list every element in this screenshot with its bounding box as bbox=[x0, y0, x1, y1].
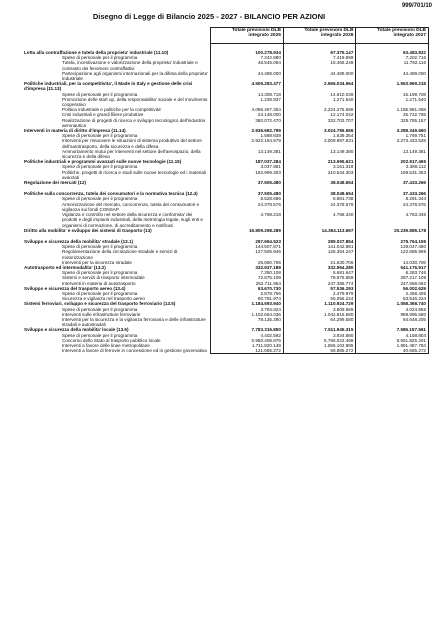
value-2026: 67.375.147 bbox=[283, 50, 356, 55]
action-row bbox=[22, 317, 429, 327]
value-2027: 287.217.109 bbox=[356, 275, 429, 280]
value-2026: 213.695.621 bbox=[283, 159, 356, 164]
value-2027: 5.651.825.201 bbox=[356, 338, 429, 343]
value-2025: 3.794.824 bbox=[211, 307, 284, 312]
value-2027: 64.648.205 bbox=[356, 317, 429, 327]
value-2027: 7.586.157.561 bbox=[356, 327, 429, 332]
value-2026: 2.224.275.588 bbox=[283, 107, 356, 112]
value-2025: 7.350.108 bbox=[211, 270, 284, 275]
row-label: Realizzazione di progetti di ricerca e sviluppo tecnologico dell'industria aeronautica bbox=[62, 117, 206, 128]
value-2025: 4.086.467.354 bbox=[211, 107, 284, 112]
value-2027: 44.489.000 bbox=[356, 71, 429, 81]
page-code: 999/701/10 bbox=[401, 3, 432, 9]
value-2026: 21.630.706 bbox=[283, 260, 356, 265]
value-2027: 37.433.266 bbox=[356, 180, 429, 185]
value-2027: 4.158.804 bbox=[356, 333, 429, 338]
row-label: Sviluppo e sicurezza del trasporto aereo (13.4) bbox=[24, 285, 126, 291]
value-2026: 13.149.380 bbox=[283, 149, 356, 159]
row-label: Vigilanza e controllo nel settore della sicurezza e conformita' dei prodotti e degli impianti industriali, della metrologia legale, sugli enti e organismi di normazione, di accreditamento e notificati bbox=[62, 212, 203, 228]
row-label: Promozione delle start up, della responsabilita' sociale e del movimento cooperativo bbox=[62, 96, 208, 108]
action-row bbox=[22, 212, 429, 228]
value-2026: 332.703.707 bbox=[283, 118, 356, 128]
value-2025: 1.184.593.940 bbox=[211, 301, 284, 306]
value-2025: 8.528.686 bbox=[211, 196, 284, 201]
row-label: Interventi sulle infrastrutture ferroviarie bbox=[62, 311, 141, 317]
value-2026: 38.048.654 bbox=[283, 191, 356, 196]
value-2025: 23.148.000 bbox=[211, 112, 284, 117]
value-2026: 24.378.576 bbox=[283, 202, 356, 212]
value-2026: 1.655.102.895 bbox=[283, 343, 356, 348]
value-2027: 122.685.969 bbox=[356, 249, 429, 259]
table-body bbox=[22, 44, 429, 354]
value-2026: 5.796.022.498 bbox=[283, 338, 356, 343]
value-2027: 275.764.155 bbox=[356, 239, 429, 244]
row-label: Lotta alla contraffazione e tutela della proprieta' industriale (11.10) bbox=[24, 50, 169, 55]
column-header-2026: Totale previsioni DLB integrato 2026 bbox=[283, 28, 356, 44]
value-2026: 1.639.354 bbox=[283, 133, 356, 138]
value-2025: 1.588.839 bbox=[211, 133, 284, 138]
action-row bbox=[22, 118, 429, 128]
value-2025: 78.135.280 bbox=[211, 317, 284, 327]
row-label: Diritto alla mobilita' e sviluppo dei sistemi di trasporto (13) bbox=[24, 227, 152, 233]
row-label: Politica industriale e politiche per la competitivita' bbox=[62, 107, 162, 113]
row-label: Sistemi e servizi di trasporto intermodale bbox=[62, 275, 145, 281]
row-label: Spese di personale per il programma bbox=[62, 290, 138, 296]
value-2026: 210.534.303 bbox=[283, 170, 356, 180]
row-label: Spese di personale per il programma bbox=[62, 332, 138, 338]
value-2027: 325.785.157 bbox=[356, 118, 429, 128]
value-2027: 1.553.969.218 bbox=[356, 81, 429, 91]
value-2026: 289.027.854 bbox=[283, 239, 356, 244]
row-label: Politiche sulla concorrenza, tutela dei consumatori e la normativa tecnica (12.4) bbox=[24, 191, 198, 197]
value-2025: 44.489.000 bbox=[211, 71, 284, 81]
row-label: Sviluppo e sicurezza della mobilita' stradale (13.1) bbox=[24, 238, 134, 244]
value-2026: 247.385.774 bbox=[283, 281, 356, 286]
value-2025: 144.507.871 bbox=[211, 244, 284, 249]
value-2025: 25.680.706 bbox=[211, 260, 284, 265]
row-label: Interventi in materia di autotrasporto bbox=[62, 280, 136, 286]
value-2025: 1.711.820.148 bbox=[211, 343, 284, 348]
row-label: Interventi per la sicurezza stradale bbox=[62, 259, 132, 265]
value-2026: 2.565.034.964 bbox=[283, 81, 356, 91]
value-2025: 3.037.981 bbox=[211, 164, 284, 169]
value-2026: 38.048.654 bbox=[283, 180, 356, 185]
value-2025: 7.242.880 bbox=[211, 55, 284, 60]
value-2026: 78.875.859 bbox=[283, 275, 356, 280]
row-label: Sviluppo e sicurezza della mobilita' locale (13.6) bbox=[24, 327, 129, 333]
row-label: Interventi a favore di ferrovie in concessione ed in gestione governativa bbox=[62, 348, 207, 354]
column-header-2025: Totale previsioni DLB integrato 2025 bbox=[211, 28, 284, 44]
value-2026: 126.354.247 bbox=[283, 249, 356, 259]
value-2025: 60.791.974 bbox=[211, 296, 284, 301]
row-label: Politiche, progetti di ricerca e studi sulle nuove tecnologie ed i materiali avanzati bbox=[62, 169, 207, 180]
row-label: Spese di personale per il programma bbox=[62, 306, 138, 312]
value-2027: 20.239.885.178 bbox=[356, 228, 429, 233]
value-2026: 14.354.113.697 bbox=[283, 228, 356, 233]
value-2027: 14.030.706 bbox=[356, 260, 429, 265]
budget-table bbox=[22, 27, 429, 354]
row-label: Sistemi ferroviari, sviluppo e sicurezza del trasporto ferroviario (13.5) bbox=[24, 301, 176, 307]
value-2025: 127.505.946 bbox=[211, 249, 284, 259]
value-2025: 48.545.054 bbox=[211, 60, 284, 70]
value-2025: 380.072.470 bbox=[211, 118, 284, 128]
value-2025: 297.694.523 bbox=[211, 239, 284, 244]
document-title: Disegno di Legge di Bilancio 2025 - 2027 - BILANCIO PER AZIONI bbox=[92, 12, 326, 21]
row-label: Politiche industriali e programmi avanzati sulle nuove tecnologie (11.15) bbox=[24, 159, 182, 165]
value-2027: 139.047.480 bbox=[356, 244, 429, 249]
value-2025: 4.402.592 bbox=[211, 333, 284, 338]
column-header-2027: Totale previsioni DLB integrato 2027 bbox=[356, 28, 429, 44]
value-2025: 1.102.664.036 bbox=[211, 312, 284, 317]
value-2027: 202.917.465 bbox=[356, 159, 429, 164]
value-2025: 13.149.381 bbox=[211, 149, 284, 159]
value-2027: 3.386.112 bbox=[356, 164, 429, 169]
row-label: Interventi a favore delle linee metropolitane bbox=[62, 342, 150, 348]
row-label: Spese di personale per il programma bbox=[62, 91, 138, 97]
value-2025: 121.685.272 bbox=[211, 348, 284, 354]
value-2025: 2.936.682.799 bbox=[211, 128, 284, 133]
value-2027: 1.769.751 bbox=[356, 133, 429, 138]
value-2026: 57.536.293 bbox=[283, 286, 356, 291]
value-2025: 100.278.934 bbox=[211, 50, 284, 55]
value-2027: 1.891.487.784 bbox=[356, 343, 429, 348]
row-label: Tutela, incentivazione e valorizzazione della proprieta' industriale e contrasto dei fenomeni contraffattivi bbox=[62, 60, 198, 71]
value-2027: 199.531.353 bbox=[356, 170, 429, 180]
value-2026: 1.042.815.580 bbox=[283, 312, 356, 317]
value-2026: 141.042.981 bbox=[283, 244, 356, 249]
row-label: Sicurezza e vigilanza nel trasporto aereo bbox=[62, 296, 145, 302]
action-row bbox=[22, 138, 429, 148]
row-label: Spese di personale per il programma bbox=[62, 55, 138, 61]
value-2027: 53.546.224 bbox=[356, 296, 429, 301]
value-2025: 72.875.109 bbox=[211, 275, 284, 280]
row-label: Spese di personale per il programma bbox=[62, 244, 138, 250]
action-row bbox=[22, 348, 429, 354]
value-2027: 40.685.272 bbox=[356, 348, 429, 354]
value-2025: 37.505.480 bbox=[211, 191, 284, 196]
value-2026: 7.511.945.315 bbox=[283, 327, 356, 332]
value-2027: 56.002.629 bbox=[356, 286, 429, 291]
row-label: Spese di personale per il programma bbox=[62, 133, 138, 139]
header-blank-cell bbox=[22, 28, 211, 44]
value-2027: 3.273.433.528 bbox=[356, 138, 429, 148]
value-2026: 12.174.042 bbox=[283, 112, 356, 117]
row-label: Interventi per la sicurezza e la vigilanza ferroviaria e delle infrastrutture stradali e autostradali bbox=[62, 316, 206, 328]
value-2027: 37.433.266 bbox=[356, 191, 429, 196]
value-2025: 24.378.576 bbox=[211, 202, 284, 212]
value-2025: 4.798.218 bbox=[211, 212, 284, 228]
value-2026: 55.056.224 bbox=[283, 296, 356, 301]
value-2026: 14.610.039 bbox=[283, 92, 356, 97]
value-2025: 1.238.937 bbox=[211, 97, 284, 107]
value-2027: 24.378.576 bbox=[356, 202, 429, 212]
value-2027: 989.895.580 bbox=[356, 312, 429, 317]
value-2025: 7.783.316.850 bbox=[211, 327, 284, 332]
value-2025: 332.937.189 bbox=[211, 265, 284, 270]
value-2025: 5.950.408.876 bbox=[211, 338, 284, 343]
program-total-row bbox=[22, 81, 429, 91]
row-label: Politiche industriali, per la competitivita', il Made in Italy e gestione delle crisi d'impresa (11.13) bbox=[24, 81, 193, 92]
row-label: Autotrasporto ed intermodalita' (13.2) bbox=[24, 264, 106, 270]
row-label: Interventi in materia di diritto d'impresa (11.14) bbox=[24, 128, 126, 134]
value-2025: 187.037.284 bbox=[211, 159, 284, 164]
value-2026: 3.161.318 bbox=[283, 164, 356, 169]
value-2026: 8.881.738 bbox=[283, 196, 356, 201]
value-2026: 56.885.272 bbox=[283, 348, 356, 354]
action-row bbox=[22, 170, 429, 180]
value-2026: 4.788.340 bbox=[283, 212, 356, 228]
action-row bbox=[22, 149, 429, 159]
row-label: Spese di personale per il programma bbox=[62, 196, 138, 202]
value-2026: 2.479.979 bbox=[283, 291, 356, 296]
row-label: Spese di personale per il programma bbox=[62, 270, 138, 276]
value-2026: 332.964.280 bbox=[283, 265, 356, 270]
value-2025: 63.670.730 bbox=[211, 286, 284, 291]
row-label: Spese di personale per il programma bbox=[62, 164, 138, 170]
row-label: Ammortamento mutui per interventi nel settore dell'aerospazio, della sicurezza e della difesa bbox=[62, 148, 201, 160]
row-label: Armonizzazione del mercato, concorrenza, tutela dei consumatori e vigilanza sui fondi CONSAP bbox=[62, 201, 200, 212]
row-label: Crisi industriali e grandi filiere produttive bbox=[62, 112, 144, 118]
row-label: Concorso dello Stato al trasporto pubblico locale bbox=[62, 337, 161, 343]
action-row bbox=[22, 97, 429, 107]
action-row bbox=[22, 249, 429, 259]
value-2025: 2.922.164.579 bbox=[211, 138, 284, 148]
value-2025: 16.809.298.289 bbox=[211, 228, 284, 233]
value-2026: 3.934.880 bbox=[283, 333, 356, 338]
value-2026: 1.110.924.729 bbox=[283, 301, 356, 306]
value-2027: 6.283.746 bbox=[356, 270, 429, 275]
value-2027: 1.058.368.740 bbox=[356, 301, 429, 306]
value-2026: 3.024.786.565 bbox=[283, 128, 356, 133]
row-label: Partecipazione agli organismi internazionali per la difesa della proprieta' industriale bbox=[62, 70, 208, 82]
value-2026: 64.299.580 bbox=[283, 317, 356, 327]
value-2026: 3.809.569 bbox=[283, 307, 356, 312]
value-2027: 13.149.381 bbox=[356, 149, 429, 159]
value-2027: 7.202.716 bbox=[356, 55, 429, 60]
row-label: Interventi per rimuovere le situazioni di sistema produttivo del settore dell'autotrasporto, della sicurezza e della difesa bbox=[62, 138, 202, 149]
value-2026: 15.465.248 bbox=[283, 60, 356, 70]
value-2025: 2.878.756 bbox=[211, 291, 284, 296]
value-2026: 3.009.997.831 bbox=[283, 138, 356, 148]
value-2027: 11.792.116 bbox=[356, 60, 429, 70]
value-2027: 1.185.991.058 bbox=[356, 107, 429, 112]
value-2025: 14.308.718 bbox=[211, 92, 284, 97]
action-row bbox=[22, 71, 429, 81]
value-2027: 2.458.405 bbox=[356, 291, 429, 296]
value-2027: 1.271.540 bbox=[356, 97, 429, 107]
value-2025: 4.505.283.477 bbox=[211, 81, 284, 91]
value-2027: 25.722.755 bbox=[356, 112, 429, 117]
value-2026: 7.419.899 bbox=[283, 55, 356, 60]
action-row bbox=[22, 60, 429, 70]
row-label: Regolazione dei mercati (12) bbox=[24, 180, 87, 186]
value-2025: 252.711.954 bbox=[211, 281, 284, 286]
value-2026: 44.489.000 bbox=[283, 71, 356, 81]
value-2026: 6.681.647 bbox=[283, 270, 356, 275]
value-2027: 541.176.917 bbox=[356, 265, 429, 270]
table-header-row bbox=[22, 28, 429, 44]
value-2027: 4.763.346 bbox=[356, 212, 429, 228]
value-2027: 63.483.832 bbox=[356, 50, 429, 55]
value-2025: 183.999.303 bbox=[211, 170, 284, 180]
value-2026: 1.271.540 bbox=[283, 97, 356, 107]
value-2027: 15.199.708 bbox=[356, 92, 429, 97]
value-2025: 37.505.480 bbox=[211, 180, 284, 185]
value-2027: 3.288.349.660 bbox=[356, 128, 429, 133]
value-2027: 8.291.344 bbox=[356, 196, 429, 201]
action-row bbox=[22, 202, 429, 212]
value-2027: 4.024.955 bbox=[356, 307, 429, 312]
value-2027: 247.658.062 bbox=[356, 281, 429, 286]
row-label: Regolamentazione della circolazione stradale e servizi di motorizzazione bbox=[62, 249, 178, 260]
